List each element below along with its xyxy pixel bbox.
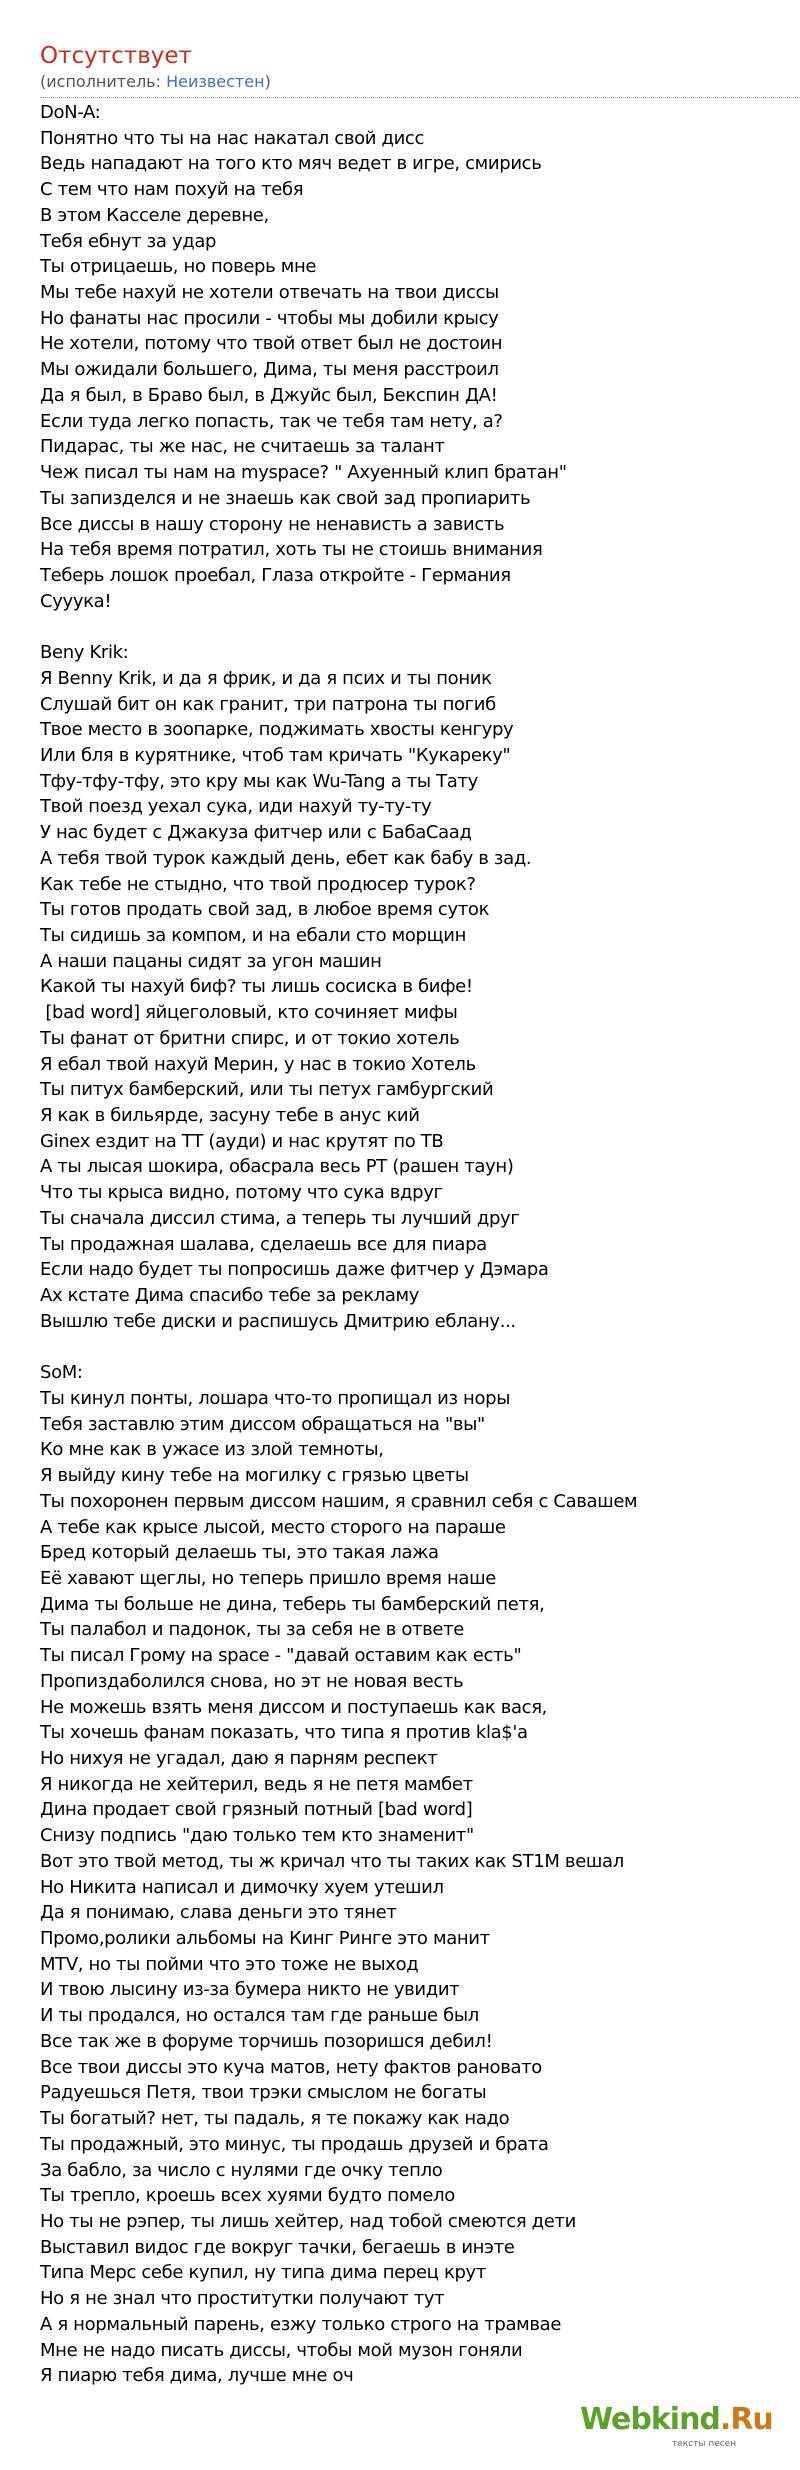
- lyrics-body: [40, 100, 780, 2389]
- lyric-line: Ты фанат от бритни спирс, и от токио хотель: [40, 1027, 460, 1049]
- lyric-blank-line: [40, 614, 780, 640]
- lyric-line: Все твои диссы это куча матов, нету фактов рановато: [40, 2056, 542, 2078]
- logo-wordmark: [580, 2400, 773, 2440]
- lyric-line: Её хавают щеглы, но теперь пришло время наше: [40, 1567, 496, 1589]
- lyric-line: Beny Krik:: [40, 642, 129, 664]
- logo-tld: .Ru: [719, 2402, 773, 2437]
- lyric-line: Ты похоронен первым диссом нашим, я сравнил себя с Савашем: [40, 1490, 638, 1512]
- lyric-line: Вот это твой метод, ты ж кричал что ты таких как ST1M вешал: [40, 1850, 624, 1872]
- lyric-line: Что ты крыса видно, потому что сука вдруг: [40, 1182, 443, 1204]
- lyric-line: А ты лысая шокира, обасрала весь РТ (рашен таун): [40, 1156, 514, 1178]
- lyric-line: И ты продался, но остался там где раньше был: [40, 2005, 479, 2027]
- lyric-line: Вышлю тебе диски и распишусь Дмитрию еблану...: [40, 1310, 516, 1332]
- artist-link[interactable]: Неизвестен: [166, 72, 265, 91]
- logo-name: Webkind: [580, 2402, 720, 2437]
- lyric-line: Ты богатый? нет, ты падаль, я те покажу как надо: [40, 2108, 510, 2130]
- lyric-line: Ты продажный, это минус, ты продашь друзей и брата: [40, 2133, 549, 2155]
- lyric-line: Ведь нападают на того кто мяч ведет в игре, смирись: [40, 153, 542, 175]
- lyric-line: Я никогда не хейтерил, ведь я не петя мамбет: [40, 1773, 473, 1795]
- lyric-line: Я пиарю тебя дима, лучше мне оч: [40, 2365, 354, 2387]
- lyric-line: Не хотели, потому что твой ответ был не достоин: [40, 333, 503, 355]
- lyric-line: Снизу подпись "даю только тем кто знаменит": [40, 1825, 474, 1847]
- lyric-line: [bad word] яйцеголовый, кто сочиняет мифы: [40, 1002, 458, 1024]
- lyric-line: За бабло, за число с нулями где очку тепло: [40, 2159, 443, 2181]
- lyric-line: У нас будет с Джакуза фитчер или с БабаСаад: [40, 822, 472, 844]
- lyric-line: Я как в бильярде, засуну тебе в анус кий: [40, 1105, 420, 1127]
- lyric-line: Тебя ебнут за удар: [40, 230, 217, 252]
- lyric-line: Да я был, в Браво был, в Джуйс был, Бекспин ДА!: [40, 384, 498, 406]
- lyric-line: Ты писал Грому на space - "давай оставим как есть": [40, 1645, 522, 1667]
- lyric-line: Промо,ролики альбомы на Кинг Ринге это манит: [40, 1928, 490, 1950]
- lyric-line: А тебя твой турок каждый день, ебет как бабу в зад.: [40, 847, 532, 869]
- artist-line: [40, 72, 271, 92]
- lyric-line: Типа Мерс себе купил, ну типа дима перец крут: [40, 2262, 486, 2284]
- lyric-line: Но Никита написал и димочку хуем утешил: [40, 1876, 444, 1898]
- lyric-line: Тфу-тфу-тфу, это кру мы как Wu-Tang а ты Тату: [40, 770, 478, 792]
- lyric-line: Ты готов продать свой зад, в любое время суток: [40, 899, 490, 921]
- lyric-line: Пидарас, ты же нас, не считаешь за талант: [40, 436, 445, 458]
- lyric-line: Какой ты нахуй биф? ты лишь сосиска в бифе!: [40, 976, 473, 998]
- lyric-line: Бред который делаешь ты, это такая лажа: [40, 1542, 439, 1564]
- lyric-line: Ты запизделся и не знаешь как свой зад пропиарить: [40, 487, 531, 509]
- lyric-line: Дина продает свой грязный потный [bad word]: [40, 1799, 473, 1821]
- lyric-line: Я выйду кину тебе на могилку с грязью цветы: [40, 1465, 469, 1487]
- lyric-line: Ты хочешь фанам показать, что типа я против kla$'a: [40, 1722, 528, 1744]
- lyric-line: В этом Касселе деревне,: [40, 204, 269, 226]
- lyric-line: Но нихуя не угадал, даю я парням респект: [40, 1748, 438, 1769]
- lyric-line: Выставил видос где вокруг тачки, бегаешь в инэте: [40, 2236, 515, 2258]
- lyric-line: Тебя заставлю этим диссом обращаться на "вы": [40, 1413, 485, 1435]
- artist-prefix: (исполнитель:: [40, 72, 167, 91]
- lyric-line: Ты продажная шалава, сделаешь все для пиара: [40, 1233, 487, 1255]
- song-title: Отсутствует: [40, 43, 192, 69]
- lyric-line: Теберь лошок проебал, Глаза откройте - Германия: [40, 564, 511, 586]
- lyric-line: Понятно что ты на нас накатал свой дисс: [40, 127, 425, 149]
- webkind-logo[interactable]: [580, 2400, 780, 2460]
- lyric-line: Ты сначала диссил стима, а теперь ты лучший друг: [40, 1207, 520, 1229]
- lyric-line: Пропиздаболился снова, но эт не новая весть: [40, 1670, 464, 1692]
- lyric-line: Я Benny Krik, и да я фрик, и да я псих и ты поник: [40, 667, 492, 689]
- lyric-line: MTV, но ты пойми что это тоже не выход: [40, 1953, 419, 1975]
- lyric-line: Если надо будет ты попросишь даже фитчер у Дэмара: [40, 1259, 549, 1281]
- lyric-line: Ты кинул понты, лошара что-то пропищал из норы: [40, 1387, 511, 1409]
- lyric-blank-line: [40, 1335, 780, 1361]
- logo-caption: тексты песен: [672, 2439, 737, 2449]
- lyric-line: Не можешь взять меня диссом и поступаешь как вася,: [40, 1696, 548, 1718]
- lyric-line: Ты сидишь за компом, и на ебали сто морщин: [40, 925, 466, 946]
- lyric-line: Ты питух бамберский, или ты петух гамбургский: [40, 1079, 494, 1101]
- lyric-line: На тебя время потратил, хоть ты не стоишь внимания: [40, 539, 543, 561]
- lyric-line: Если туда легко попасть, так че тебя там нету, а?: [40, 410, 503, 432]
- lyric-line: DoN-A:: [40, 102, 101, 123]
- lyric-line: Но фанаты нас просили - чтобы мы добили крысу: [40, 307, 499, 329]
- lyric-line: Ginex ездит на ТТ (ауди) и нас крутят по ТВ: [40, 1130, 444, 1152]
- lyric-line: Как тебе не стыдно, что твой продюсер турок?: [40, 873, 476, 895]
- lyric-line: Ты трепло, кроешь всех хуями будто помело: [40, 2185, 455, 2207]
- lyric-line: Радуешься Петя, твои трэки смыслом не богаты: [40, 2082, 487, 2104]
- lyric-line: А я нормальный парень, езжу только строго на трамвае: [40, 2313, 562, 2335]
- lyric-line: Мы ожидали большего, Дима, ты меня расстроил: [40, 359, 499, 381]
- lyric-line: А наши пацаны сидят за угон машин: [40, 950, 382, 972]
- lyric-line: Или бля в курятнике, чтоб там кричать "Кукареку": [40, 744, 511, 766]
- lyric-line: Слушай бит он как гранит, три патрона ты погиб: [40, 693, 496, 715]
- lyric-line: Я ебал твой нахуй Мерин, у нас в токио Хотель: [40, 1053, 476, 1075]
- lyric-line: Твой поезд уехал сука, иди нахуй ту-ту-ту: [40, 796, 432, 818]
- lyric-line: И твою лысину из-за бумера никто не увидит: [40, 1979, 460, 2001]
- header-divider: [40, 97, 800, 98]
- lyric-line: Ты отрицаешь, но поверь мне: [40, 256, 317, 278]
- lyric-line: Ты палабол и падонок, ты за себя не в ответе: [40, 1619, 464, 1641]
- lyric-line: SoM:: [40, 1362, 83, 1384]
- lyric-line: Чеж писал ты нам на myspace? " Ахуенный клип братан": [40, 462, 567, 484]
- lyric-line: Ах кстате Дима спасибо тебе за рекламу: [40, 1285, 420, 1307]
- lyric-line: Да я понимаю, слава деньги это тянет: [40, 1902, 397, 1924]
- lyric-line: Но я не знал что проститутки получают тут: [40, 2288, 445, 2310]
- lyric-line: С тем что нам похуй на тебя: [40, 179, 304, 201]
- lyric-line: Твое место в зоопарке, поджимать хвосты кенгуру: [40, 719, 514, 741]
- lyric-line: Мне не надо писать диссы, чтобы мой музон гоняли: [40, 2339, 523, 2361]
- lyric-line: Ко мне как в ужасе из злой темноты,: [40, 1439, 384, 1461]
- artist-suffix: ): [264, 72, 271, 91]
- lyric-line: Дима ты больше не дина, теберь ты бамберский петя,: [40, 1593, 545, 1615]
- lyric-line: Сууука!: [40, 590, 112, 612]
- lyric-line: Все так же в форуме торчишь позоришся дебил!: [40, 2030, 493, 2052]
- lyric-line: А тебе как крысе лысой, место сторого на параше: [40, 1516, 506, 1538]
- lyric-line: Все диссы в нашу сторону не ненависть а зависть: [40, 513, 505, 535]
- lyric-line: Мы тебе нахуй не хотели отвечать на твои диссы: [40, 282, 499, 304]
- lyric-line: Но ты не рэпер, ты лишь хейтер, над тобой смеются дети: [40, 2210, 576, 2232]
